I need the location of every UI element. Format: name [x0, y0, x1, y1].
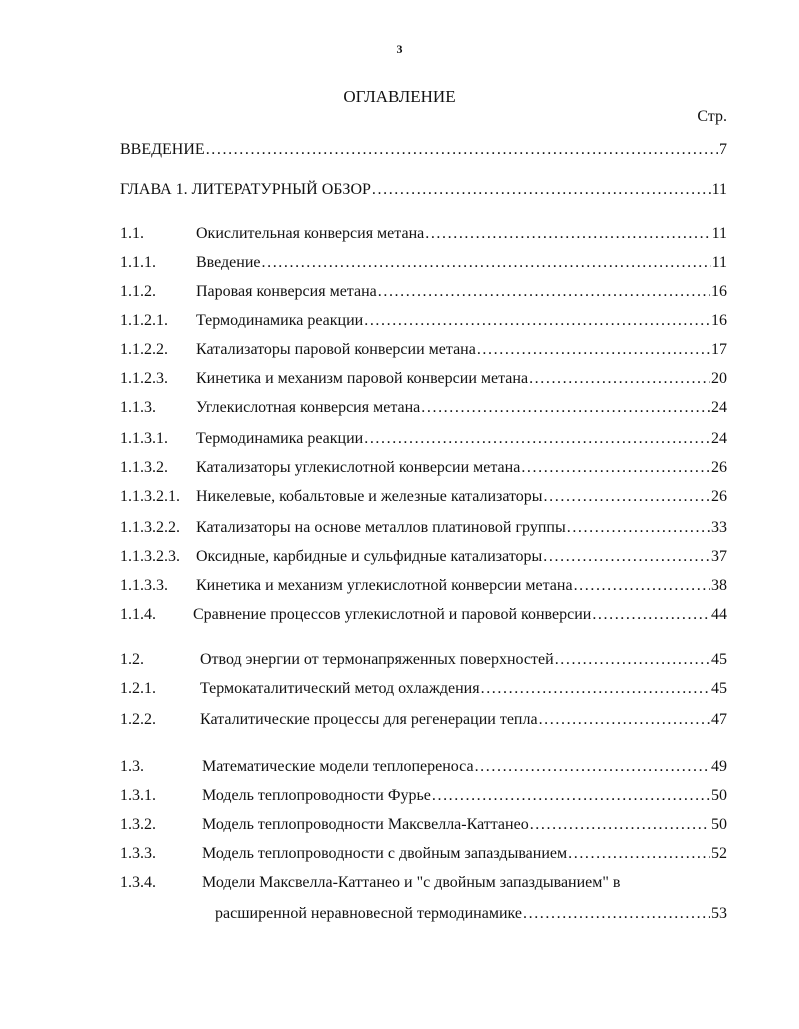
toc-entry-number: 1.1.3.2.2.	[120, 519, 180, 536]
toc-entry-number: 1.1.2.3.	[120, 370, 168, 387]
dot-leader	[425, 225, 710, 243]
toc-entry-number: 1.1.2.	[120, 283, 156, 300]
toc-entry-page: 50	[711, 816, 727, 833]
toc-entry-number: 1.1.3.2.3.	[120, 548, 180, 565]
toc-entry-number: 1.1.3.3.	[120, 577, 168, 594]
toc-entry-title: Кинетика и механизм углекислотной конверсии метана	[196, 577, 573, 594]
toc-entry-title: Каталитические процессы для регенерации тепла	[200, 711, 538, 728]
toc-entry-page: 20	[711, 370, 727, 387]
toc-entry[interactable]	[120, 548, 727, 570]
toc-entry[interactable]	[120, 816, 727, 838]
toc-entry[interactable]	[120, 254, 727, 276]
page-column-label: Стр.	[697, 108, 727, 125]
toc-entry-number: 1.3.2.	[120, 816, 156, 833]
dot-leader	[523, 905, 710, 923]
toc-entry-page: 38	[711, 577, 727, 594]
dot-leader	[592, 606, 710, 624]
dot-leader	[378, 283, 710, 301]
page-number: 3	[396, 42, 403, 56]
dot-leader	[521, 459, 710, 477]
toc-entry[interactable]	[120, 711, 727, 733]
toc-entry[interactable]	[120, 874, 727, 896]
toc-entry-number: 1.2.1.	[120, 680, 156, 697]
toc-entry[interactable]	[120, 430, 727, 452]
toc-entry-title: Кинетика и механизм паровой конверсии метана	[196, 370, 529, 387]
toc-entry-page: 44	[711, 606, 727, 623]
toc-entry-page: 53	[711, 905, 727, 922]
dot-leader	[262, 254, 711, 272]
page-title: ОГЛАВЛЕНИЕ	[343, 87, 456, 106]
dot-leader	[481, 680, 710, 698]
dot-leader	[475, 758, 710, 776]
toc-entry-title: ВВЕДЕНИЕ	[120, 141, 205, 158]
toc-entry-number: 1.1.4.	[120, 606, 156, 623]
toc-entry[interactable]	[120, 225, 727, 247]
toc-entry-number: 1.2.2.	[120, 711, 156, 728]
toc-entry-page: 11	[711, 181, 727, 198]
dot-leader	[568, 845, 710, 863]
toc-entry-title: Катализаторы паровой конверсии метана	[196, 341, 476, 358]
toc-entry-number: 1.1.3.	[120, 399, 156, 416]
toc-entry[interactable]	[120, 312, 727, 334]
toc-entry-number: 1.1.1.	[120, 254, 156, 271]
toc-entry-page: 17	[711, 341, 727, 358]
dot-leader	[543, 548, 710, 566]
toc-entry-title: Паровая конверсия метана	[196, 283, 377, 300]
toc-entry[interactable]	[120, 459, 727, 481]
toc-entry-title: Катализаторы на основе металлов платиновой группы	[196, 519, 566, 536]
toc-entry[interactable]	[120, 341, 727, 363]
toc-entry-page: 7	[719, 141, 727, 158]
toc-entry-number: 1.3.1.	[120, 787, 156, 804]
toc-entry-page: 33	[711, 519, 727, 536]
dot-leader	[364, 312, 710, 330]
toc-entry-page: 11	[711, 254, 727, 271]
toc-entry[interactable]	[120, 845, 727, 867]
toc-entry-number: 1.1.3.1.	[120, 430, 168, 447]
toc-entry-title: Термодинамика реакции	[196, 430, 364, 447]
toc-entry-number: 1.1.3.2.	[120, 459, 168, 476]
toc-entry-page: 16	[711, 283, 727, 300]
toc-entry-title: Модели Максвелла-Каттанео и "с двойным запаздыванием" в	[202, 874, 621, 891]
toc-entry-page: 16	[711, 312, 727, 329]
toc-entry[interactable]	[120, 680, 727, 702]
toc-entry-title: Никелевые, кобальтовые и железные катализаторы	[196, 488, 543, 505]
dot-leader	[574, 577, 710, 595]
toc-entry[interactable]	[120, 488, 727, 510]
toc-entry[interactable]	[120, 399, 727, 421]
toc-entry-title: Оксидные, карбидные и сульфидные катализаторы	[196, 548, 543, 565]
toc-entry-page: 11	[711, 225, 727, 242]
dot-leader	[539, 711, 710, 729]
toc-entry-number: 1.3.	[120, 758, 144, 775]
toc-entry-page: 52	[711, 845, 727, 862]
toc-entry-page: 26	[711, 488, 727, 505]
toc-entry[interactable]	[120, 181, 727, 203]
dot-leader	[529, 370, 710, 388]
toc-entry[interactable]	[120, 283, 727, 305]
toc-entry-title: Отвод энергии от термонапряженных поверхностей	[200, 651, 554, 668]
dot-leader	[372, 181, 711, 199]
toc-entry-title: Модель теплопроводности Фурье	[202, 787, 431, 804]
dot-leader	[555, 651, 710, 669]
toc-entry[interactable]	[120, 141, 727, 163]
toc-entry[interactable]	[120, 519, 727, 541]
toc-entry-title: Окислительная конверсия метана	[196, 225, 425, 242]
toc-entry[interactable]	[120, 758, 727, 780]
toc-entry-page: 24	[711, 399, 727, 416]
toc-entry-number: 1.3.3.	[120, 845, 156, 862]
toc-entry-page: 24	[711, 430, 727, 447]
toc-entry-number: 1.1.2.2.	[120, 341, 168, 358]
toc-entry-page: 45	[711, 651, 727, 668]
toc-entry[interactable]	[120, 577, 727, 599]
toc-entry-page: 50	[711, 787, 727, 804]
dot-leader	[421, 399, 710, 417]
dot-leader	[206, 141, 718, 159]
dot-leader	[567, 519, 710, 537]
toc-entry-page: 45	[711, 680, 727, 697]
dot-leader	[530, 816, 710, 834]
toc-entry-title: Термодинамика реакции	[196, 312, 364, 329]
toc-entry-title: расширенной неравновесной термодинамике	[215, 905, 522, 922]
toc-entry-title: Углекислотная конверсия метана	[196, 399, 421, 416]
toc-entry-number: 1.3.4.	[120, 874, 156, 891]
dot-leader	[364, 430, 710, 448]
toc-entry-page: 37	[711, 548, 727, 565]
toc-entry-title: Сравнение процессов углекислотной и паровой конверсии	[193, 606, 592, 623]
toc-entry-title: Катализаторы углекислотной конверсии метана	[196, 459, 521, 476]
toc-entry[interactable]	[120, 787, 727, 809]
toc-entry-title: Математические модели теплопереноса	[202, 758, 474, 775]
toc-entry-number: 1.1.	[120, 225, 144, 242]
toc-entry-page: 49	[711, 758, 727, 775]
toc-entry-number: 1.1.3.2.1.	[120, 488, 180, 505]
toc-entry[interactable]	[120, 651, 727, 673]
dot-leader	[432, 787, 710, 805]
toc-entry-title: Термокаталитический метод охлаждения	[200, 680, 480, 697]
dot-leader	[544, 488, 710, 506]
toc-entry-number: 1.2.	[120, 651, 144, 668]
toc-entry[interactable]	[120, 905, 727, 927]
toc-entry-page: 47	[711, 711, 727, 728]
toc-entry-title: Модель теплопроводности с двойным запаздыванием	[202, 845, 568, 862]
dot-leader	[477, 341, 710, 359]
toc-entry[interactable]	[120, 370, 727, 392]
toc-entry-title: Модель теплопроводности Максвелла-Каттанео	[202, 816, 529, 833]
toc-entry-number: 1.1.2.1.	[120, 312, 168, 329]
toc-entry[interactable]	[120, 606, 727, 628]
toc-entry-page: 26	[711, 459, 727, 476]
toc-entry-title: ГЛАВА 1. ЛИТЕРАТУРНЫЙ ОБЗОР	[120, 181, 371, 198]
toc-entry-title: Введение	[196, 254, 261, 271]
